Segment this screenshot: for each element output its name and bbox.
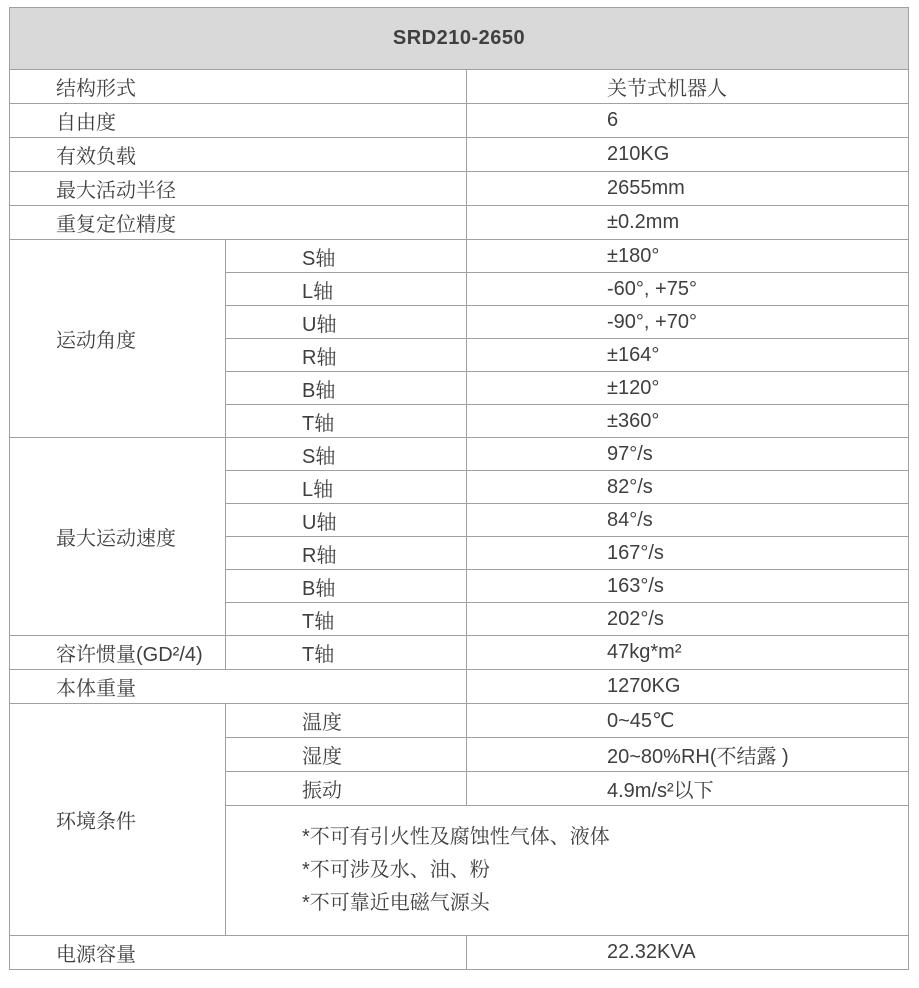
axis-value: 163°/s: [467, 570, 909, 603]
motion-angle-label: 运动角度: [10, 240, 226, 438]
inertia-axis: T轴: [226, 636, 467, 670]
axis-value: -60°, +75°: [467, 273, 909, 306]
axis-value: 84°/s: [467, 504, 909, 537]
axis-value: -90°, +70°: [467, 306, 909, 339]
axis-name: U轴: [226, 306, 467, 339]
axis-value: ±180°: [467, 240, 909, 273]
dof-label: 自由度: [10, 104, 467, 138]
axis-name: R轴: [226, 339, 467, 372]
axis-value: ±120°: [467, 372, 909, 405]
payload-label: 有效负载: [10, 138, 467, 172]
axis-name: T轴: [226, 603, 467, 636]
max-reach-label: 最大活动半径: [10, 172, 467, 206]
table-row: [10, 438, 909, 471]
env-condition-value: 0~45℃: [467, 704, 909, 738]
env-note-line: *不可涉及水、油、粉: [302, 859, 490, 881]
axis-name: R轴: [226, 537, 467, 570]
env-note-line: *不可有引火性及腐蚀性气体、液体: [302, 826, 610, 848]
axis-value: 97°/s: [467, 438, 909, 471]
max-speed-label: 最大运动速度: [10, 438, 226, 636]
repeatability-label: 重复定位精度: [10, 206, 467, 240]
axis-value: 82°/s: [467, 471, 909, 504]
table-row: [10, 172, 909, 206]
table-row: [10, 138, 909, 172]
axis-name: S轴: [226, 438, 467, 471]
axis-name: L轴: [226, 273, 467, 306]
body-weight-label: 本体重量: [10, 670, 467, 704]
structure-type-value: 关节式机器人: [467, 70, 909, 104]
env-condition-name: 振动: [226, 772, 467, 806]
axis-name: S轴: [226, 240, 467, 273]
env-note-line: *不可靠近电磁气源头: [302, 892, 490, 914]
env-condition-value: 20~80%RH(不结露 ): [467, 738, 909, 772]
table-row: [10, 636, 909, 670]
axis-name: B轴: [226, 570, 467, 603]
axis-value: 167°/s: [467, 537, 909, 570]
body-weight-value: 1270KG: [467, 670, 909, 704]
axis-name: U轴: [226, 504, 467, 537]
table-row: [10, 704, 909, 738]
power-capacity-label: 电源容量: [10, 936, 467, 970]
environment-label: 环境条件: [10, 704, 226, 936]
axis-name: T轴: [226, 405, 467, 438]
power-capacity-value: 22.32KVA: [467, 936, 909, 970]
axis-value: 202°/s: [467, 603, 909, 636]
env-condition-value: 4.9m/s²以下: [467, 772, 909, 806]
dof-value: 6: [467, 104, 909, 138]
spec-table: [9, 7, 909, 970]
payload-value: 210KG: [467, 138, 909, 172]
max-reach-value: 2655mm: [467, 172, 909, 206]
structure-type-label: 结构形式: [10, 70, 467, 104]
table-row: [10, 936, 909, 970]
table-row: [10, 104, 909, 138]
table-row: [10, 240, 909, 273]
table-row: [10, 70, 909, 104]
inertia-label: 容许惯量(GD²/4): [10, 636, 226, 670]
axis-name: B轴: [226, 372, 467, 405]
env-condition-name: 温度: [226, 704, 467, 738]
axis-name: L轴: [226, 471, 467, 504]
table-row: [10, 206, 909, 240]
env-condition-name: 湿度: [226, 738, 467, 772]
table-row: [10, 670, 909, 704]
axis-value: ±164°: [467, 339, 909, 372]
env-notes: [226, 806, 909, 936]
inertia-value: 47kg*m²: [467, 636, 909, 670]
repeatability-value: ±0.2mm: [467, 206, 909, 240]
model-title: SRD210-2650: [10, 8, 909, 70]
axis-value: ±360°: [467, 405, 909, 438]
